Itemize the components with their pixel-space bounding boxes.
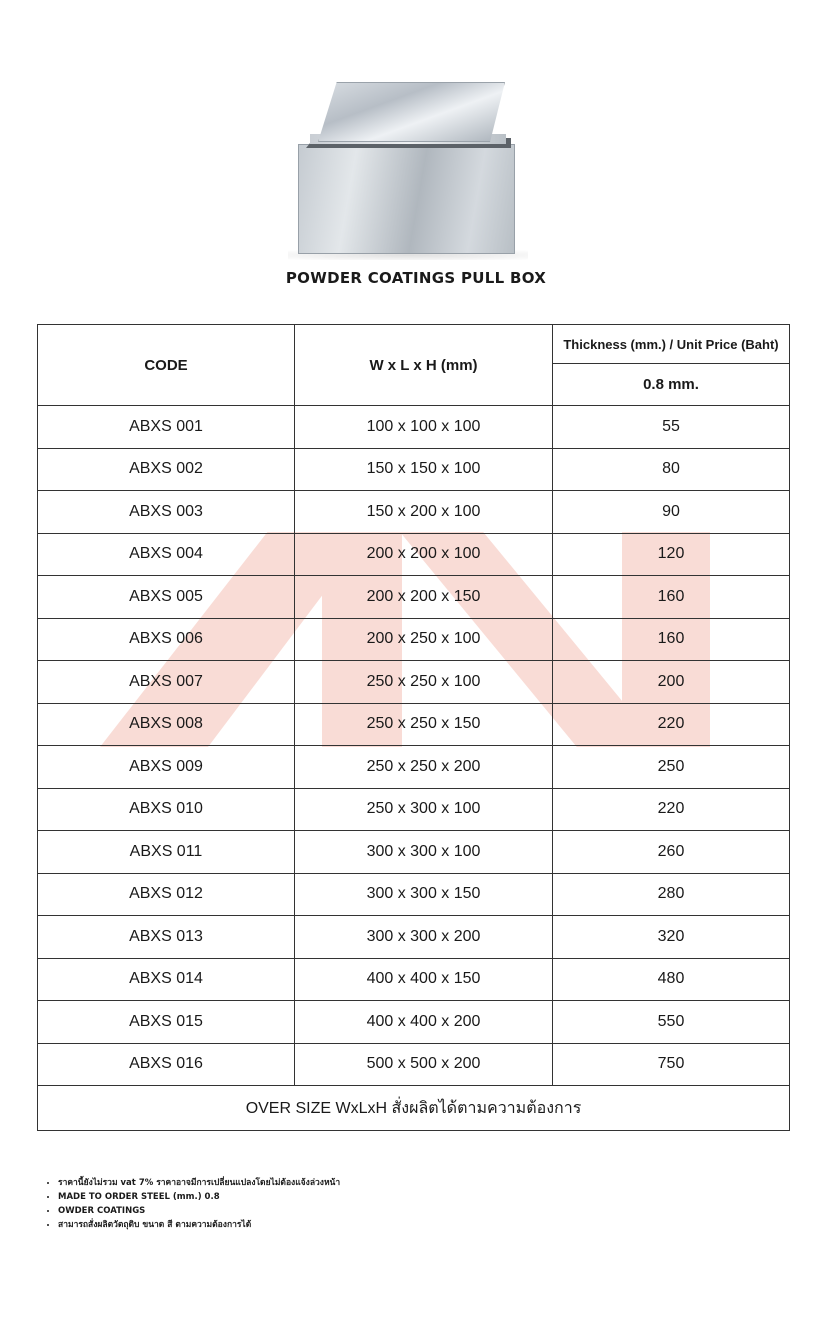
cell-price: 250 bbox=[553, 746, 790, 789]
cell-price: 220 bbox=[553, 703, 790, 746]
table-row bbox=[38, 406, 790, 449]
cell-code: ABXS 012 bbox=[38, 873, 295, 916]
cell-code: ABXS 014 bbox=[38, 958, 295, 1001]
header-code: CODE bbox=[38, 325, 295, 406]
cell-size: 400 x 400 x 200 bbox=[295, 1001, 553, 1044]
table-row bbox=[38, 703, 790, 746]
header-dimensions: W x L x H (mm) bbox=[295, 325, 553, 406]
cell-price: 220 bbox=[553, 788, 790, 831]
table-row bbox=[38, 491, 790, 534]
cell-price: 280 bbox=[553, 873, 790, 916]
cell-price: 55 bbox=[553, 406, 790, 449]
table-row bbox=[38, 916, 790, 959]
cell-code: ABXS 010 bbox=[38, 788, 295, 831]
cell-code: ABXS 002 bbox=[38, 448, 295, 491]
cell-size: 150 x 200 x 100 bbox=[295, 491, 553, 534]
cell-size: 250 x 300 x 100 bbox=[295, 788, 553, 831]
cell-code: ABXS 011 bbox=[38, 831, 295, 874]
cell-size: 100 x 100 x 100 bbox=[295, 406, 553, 449]
cell-size: 150 x 150 x 100 bbox=[295, 448, 553, 491]
cell-size: 500 x 500 x 200 bbox=[295, 1043, 553, 1086]
cell-price: 260 bbox=[553, 831, 790, 874]
table-row bbox=[38, 576, 790, 619]
header-thickness-value: 0.8 mm. bbox=[553, 364, 790, 406]
table-row bbox=[38, 1001, 790, 1044]
cell-price: 320 bbox=[553, 916, 790, 959]
cell-size: 300 x 300 x 150 bbox=[295, 873, 553, 916]
cell-price: 160 bbox=[553, 618, 790, 661]
cell-code: ABXS 015 bbox=[38, 1001, 295, 1044]
product-photo bbox=[288, 72, 528, 262]
table-row bbox=[38, 788, 790, 831]
cell-size: 200 x 200 x 100 bbox=[295, 533, 553, 576]
cell-price: 160 bbox=[553, 576, 790, 619]
notes-list bbox=[44, 1176, 340, 1232]
box-body bbox=[298, 144, 515, 254]
cell-price: 480 bbox=[553, 958, 790, 1001]
table-body bbox=[38, 406, 790, 1086]
table-row bbox=[38, 448, 790, 491]
cell-price: 550 bbox=[553, 1001, 790, 1044]
note-item: • ราคานี้ยังไม่รวม vat 7% ราคาอาจมีการเปลี่ยนแปลงโดยไม่ต้องแจ้งล่วงหน้า bbox=[58, 1176, 340, 1190]
cell-code: ABXS 009 bbox=[38, 746, 295, 789]
cell-code: ABXS 006 bbox=[38, 618, 295, 661]
note-item: • MADE TO ORDER STEEL (mm.) 0.8 bbox=[58, 1190, 340, 1204]
price-table bbox=[37, 324, 790, 1131]
cell-size: 300 x 300 x 200 bbox=[295, 916, 553, 959]
note-item: • OWDER COATINGS bbox=[58, 1204, 340, 1218]
cell-price: 200 bbox=[553, 661, 790, 704]
oversize-row bbox=[38, 1086, 790, 1131]
table-row bbox=[38, 746, 790, 789]
cell-price: 120 bbox=[553, 533, 790, 576]
cell-size: 400 x 400 x 150 bbox=[295, 958, 553, 1001]
cell-price: 80 bbox=[553, 448, 790, 491]
cell-code: ABXS 016 bbox=[38, 1043, 295, 1086]
table-row bbox=[38, 1043, 790, 1086]
page-title: POWDER COATINGS PULL BOX bbox=[285, 269, 547, 287]
cell-code: ABXS 007 bbox=[38, 661, 295, 704]
table-row bbox=[38, 958, 790, 1001]
cell-size: 250 x 250 x 200 bbox=[295, 746, 553, 789]
cell-size: 200 x 250 x 100 bbox=[295, 618, 553, 661]
cell-code: ABXS 004 bbox=[38, 533, 295, 576]
cell-price: 750 bbox=[553, 1043, 790, 1086]
cell-price: 90 bbox=[553, 491, 790, 534]
header-thickness-price: Thickness (mm.) / Unit Price (Baht) bbox=[553, 325, 790, 364]
header-row bbox=[38, 325, 790, 364]
cell-code: ABXS 005 bbox=[38, 576, 295, 619]
table-row bbox=[38, 618, 790, 661]
cell-code: ABXS 013 bbox=[38, 916, 295, 959]
table-row bbox=[38, 661, 790, 704]
table-row bbox=[38, 873, 790, 916]
cell-size: 200 x 200 x 150 bbox=[295, 576, 553, 619]
cell-code: ABXS 003 bbox=[38, 491, 295, 534]
cell-size: 250 x 250 x 150 bbox=[295, 703, 553, 746]
cell-code: ABXS 008 bbox=[38, 703, 295, 746]
table-row bbox=[38, 533, 790, 576]
cell-code: ABXS 001 bbox=[38, 406, 295, 449]
cell-size: 300 x 300 x 100 bbox=[295, 831, 553, 874]
oversize-note: OVER SIZE WxLxH สั่งผลิตได้ตามความต้องการ bbox=[38, 1086, 790, 1131]
cell-size: 250 x 250 x 100 bbox=[295, 661, 553, 704]
note-item: • สามารถสั่งผลิตวัตถุดิบ ขนาด สี ตามความต้องการได้ bbox=[58, 1218, 340, 1232]
box-lid bbox=[318, 82, 505, 142]
table-row bbox=[38, 831, 790, 874]
